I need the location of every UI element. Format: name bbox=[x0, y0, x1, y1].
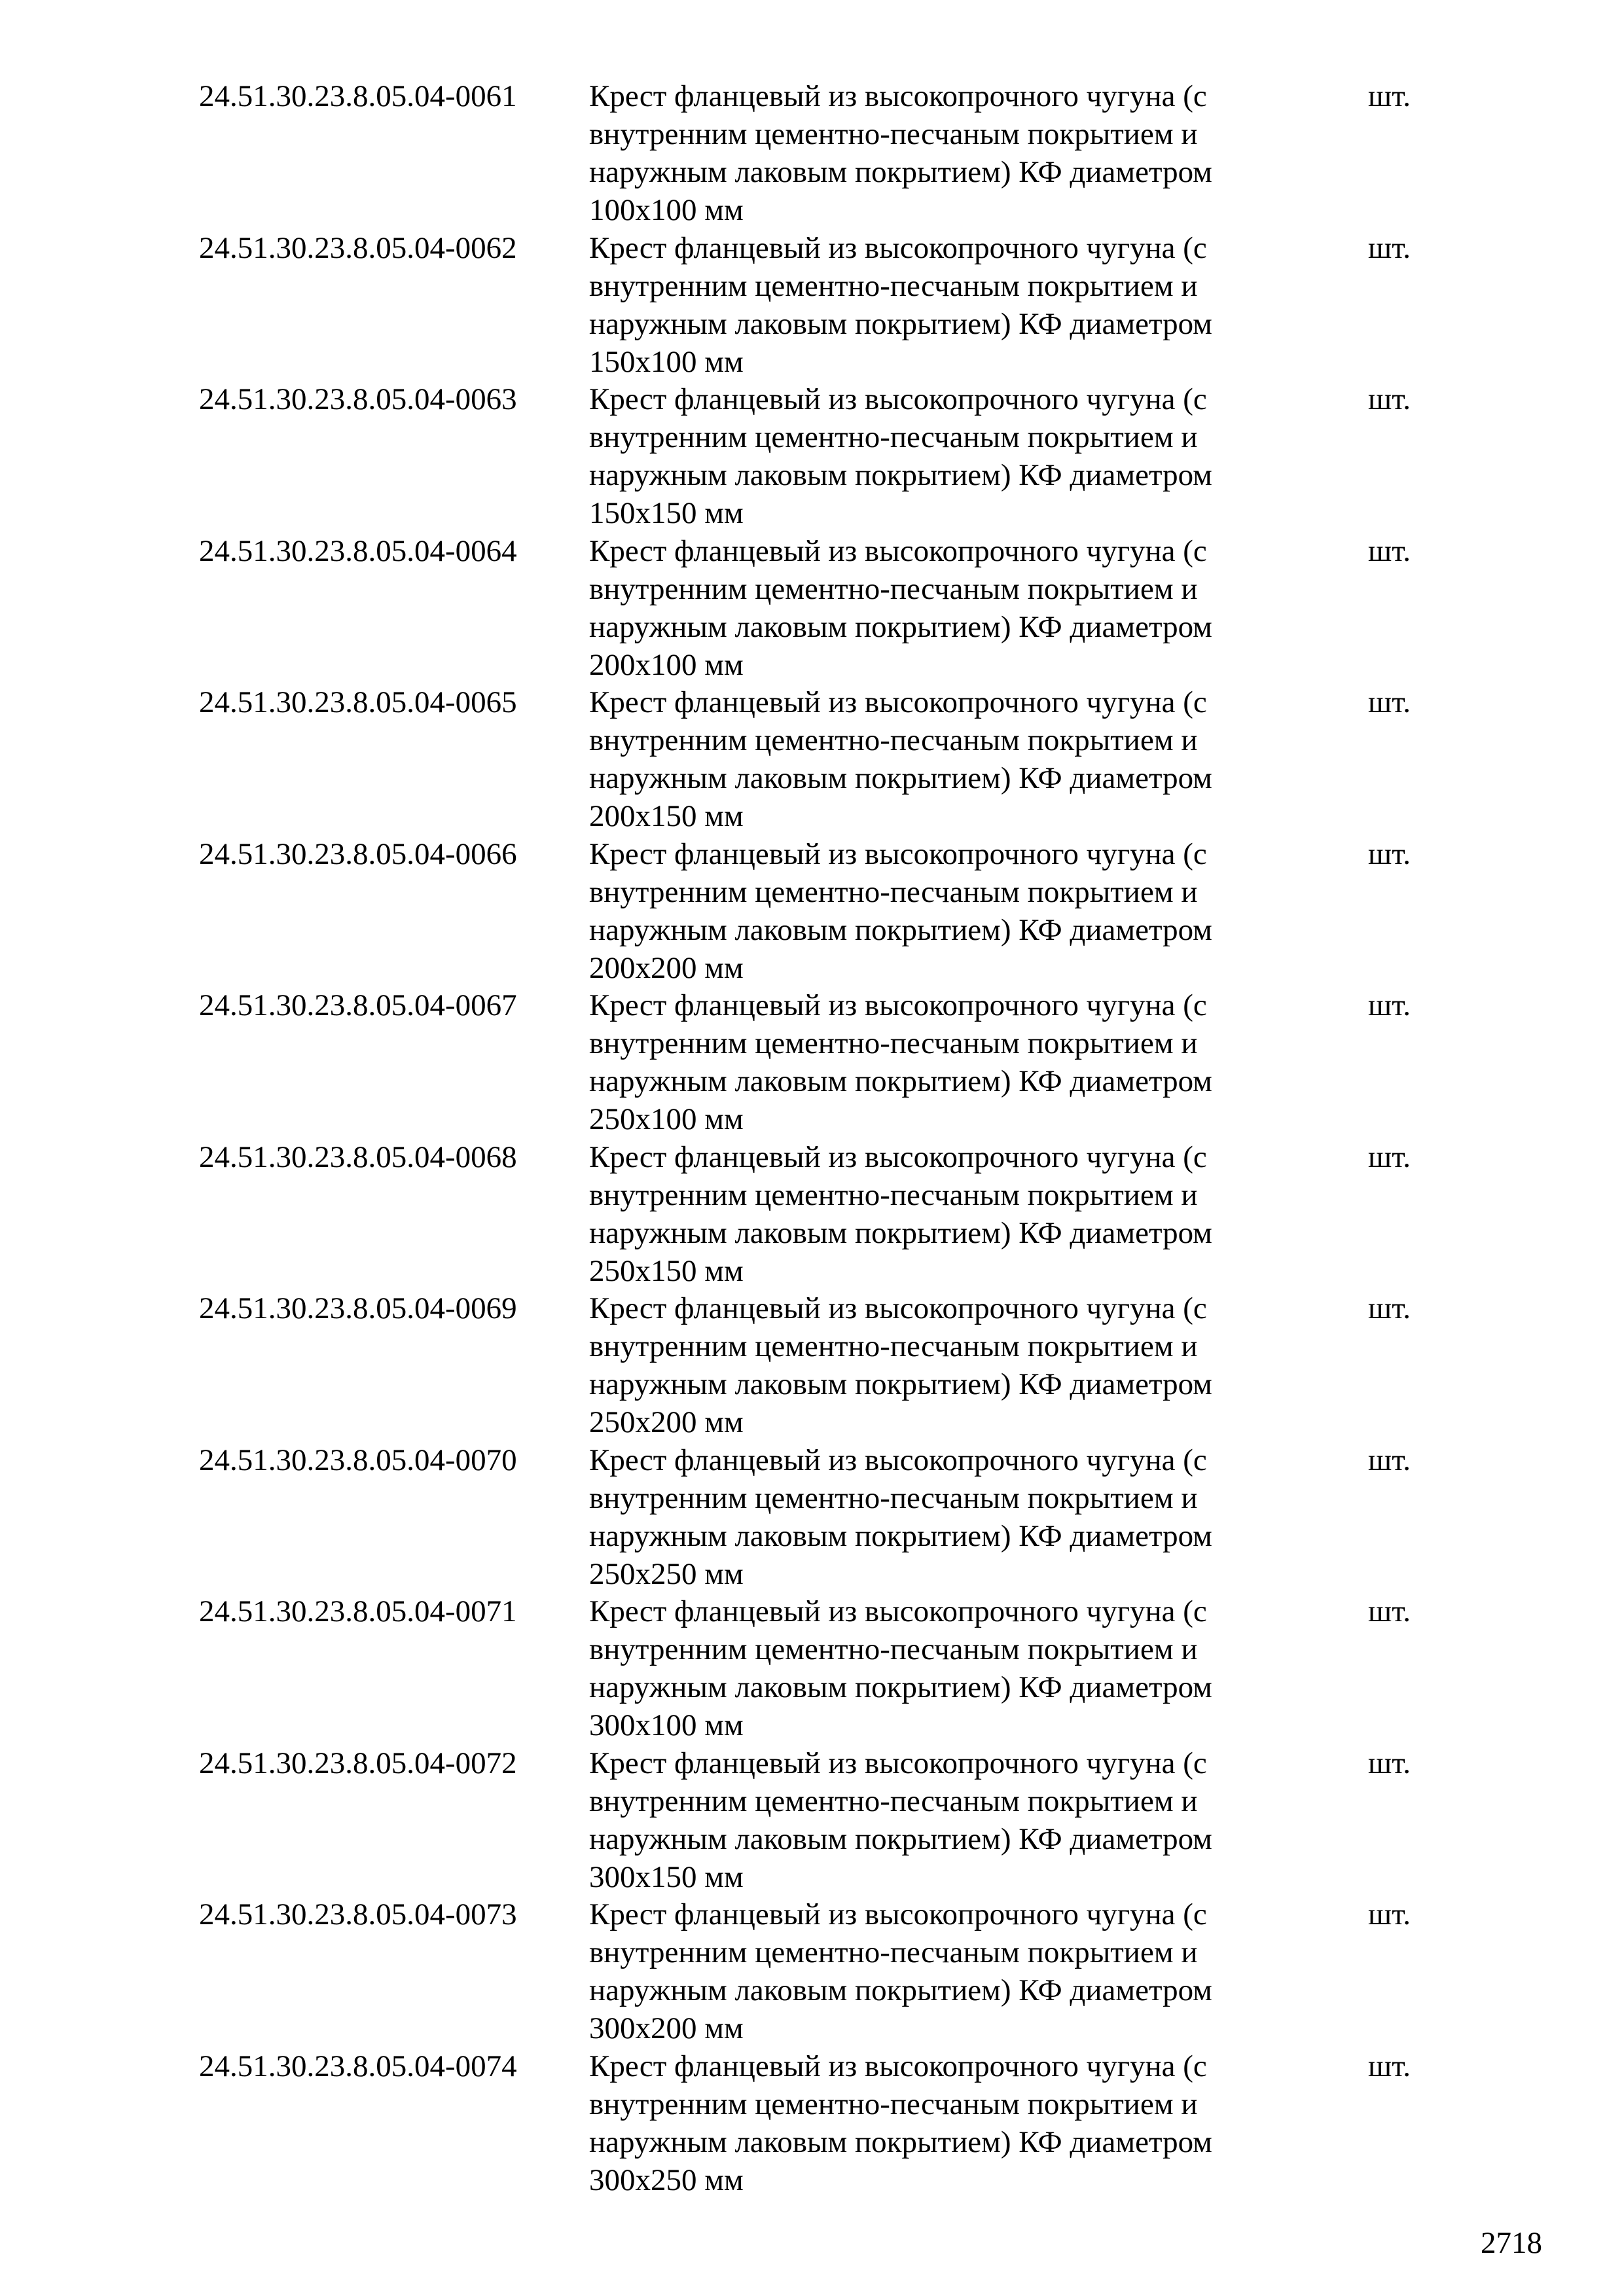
item-description bbox=[589, 1289, 1322, 1441]
item-description-line: Крест фланцевый из высокопрочного чугуна (с bbox=[589, 1291, 1207, 1325]
item-description bbox=[589, 986, 1322, 1138]
item-description-line: внутренним цементно-песчаным покрытием и bbox=[589, 1935, 1198, 1969]
list-item bbox=[0, 1441, 1624, 1593]
item-unit: шт. bbox=[1368, 1746, 1411, 1780]
item-description-line: внутренним цементно-песчаным покрытием и bbox=[589, 572, 1198, 606]
list-item bbox=[0, 986, 1624, 1138]
list-item bbox=[0, 1895, 1624, 2047]
item-description-line: наружным лаковым покрытием) КФ диаметром bbox=[589, 1367, 1212, 1401]
item-description-line: 150x150 мм bbox=[589, 496, 744, 530]
item-description-line: внутренним цементно-песчаным покрытием и bbox=[589, 1026, 1198, 1060]
item-description-line: Крест фланцевый из высокопрочного чугуна (с bbox=[589, 1443, 1207, 1477]
item-code: 24.51.30.23.8.05.04-0070 bbox=[199, 1443, 517, 1477]
item-code: 24.51.30.23.8.05.04-0067 bbox=[199, 988, 517, 1022]
item-unit: шт. bbox=[1368, 1140, 1411, 1174]
item-code: 24.51.30.23.8.05.04-0073 bbox=[199, 1897, 517, 1931]
item-description bbox=[589, 532, 1322, 684]
item-description-line: внутренним цементно-песчаным покрытием и bbox=[589, 1784, 1198, 1818]
item-description-line: Крест фланцевый из высокопрочного чугуна (с bbox=[589, 382, 1207, 416]
item-code: 24.51.30.23.8.05.04-0072 bbox=[199, 1746, 517, 1780]
item-unit: шт. bbox=[1368, 382, 1411, 416]
item-description-line: 300x150 мм bbox=[589, 1860, 744, 1894]
item-code: 24.51.30.23.8.05.04-0061 bbox=[199, 79, 517, 113]
item-description-line: наружным лаковым покрытием) КФ диаметром bbox=[589, 1973, 1212, 2007]
item-unit: шт. bbox=[1368, 1291, 1411, 1325]
item-description bbox=[589, 77, 1322, 229]
item-description-line: Крест фланцевый из высокопрочного чугуна (с bbox=[589, 2049, 1207, 2083]
item-unit: шт. bbox=[1368, 1897, 1411, 1931]
item-description-line: Крест фланцевый из высокопрочного чугуна (с bbox=[589, 534, 1207, 568]
item-code: 24.51.30.23.8.05.04-0069 bbox=[199, 1291, 517, 1325]
item-description-line: наружным лаковым покрытием) КФ диаметром bbox=[589, 1519, 1212, 1553]
item-description-line: внутренним цементно-песчаным покрытием и bbox=[589, 1481, 1198, 1515]
item-code: 24.51.30.23.8.05.04-0062 bbox=[199, 231, 517, 265]
item-description-line: внутренним цементно-песчаным покрытием и bbox=[589, 420, 1198, 454]
item-description-line: 200x100 мм bbox=[589, 648, 744, 682]
item-description-line: 200x200 мм bbox=[589, 951, 744, 985]
item-description bbox=[589, 835, 1322, 987]
item-description bbox=[589, 1138, 1322, 1290]
item-description-line: 250x150 мм bbox=[589, 1254, 744, 1288]
list-item bbox=[0, 683, 1624, 835]
list-item bbox=[0, 229, 1624, 381]
item-description-line: 300x100 мм bbox=[589, 1708, 744, 1742]
list-item bbox=[0, 1744, 1624, 1896]
item-description-line: наружным лаковым покрытием) КФ диаметром bbox=[589, 913, 1212, 947]
item-description-line: Крест фланцевый из высокопрочного чугуна (с bbox=[589, 988, 1207, 1022]
item-description-line: 300x200 мм bbox=[589, 2011, 744, 2045]
item-description-line: внутренним цементно-песчаным покрытием и bbox=[589, 2087, 1198, 2121]
item-description bbox=[589, 229, 1322, 381]
item-code: 24.51.30.23.8.05.04-0064 bbox=[199, 534, 517, 568]
item-description bbox=[589, 1592, 1322, 1744]
item-description-line: наружным лаковым покрытием) КФ диаметром bbox=[589, 1216, 1212, 1250]
item-description-line: внутренним цементно-песчаным покрытием и bbox=[589, 269, 1198, 303]
item-description-line: 250x250 мм bbox=[589, 1557, 744, 1591]
item-unit: шт. bbox=[1368, 837, 1411, 871]
list-item bbox=[0, 1289, 1624, 1441]
list-item bbox=[0, 77, 1624, 229]
item-description-line: 250x100 мм bbox=[589, 1102, 744, 1136]
item-description-line: Крест фланцевый из высокопрочного чугуна (с bbox=[589, 79, 1207, 113]
item-description-line: Крест фланцевый из высокопрочного чугуна (с bbox=[589, 1897, 1207, 1931]
item-description-line: наружным лаковым покрытием) КФ диаметром bbox=[589, 1064, 1212, 1098]
item-description-line: Крест фланцевый из высокопрочного чугуна (с bbox=[589, 1140, 1207, 1174]
page-number: 2718 bbox=[1481, 2226, 1542, 2260]
item-unit: шт. bbox=[1368, 534, 1411, 568]
list-item bbox=[0, 380, 1624, 532]
item-description bbox=[589, 1441, 1322, 1593]
item-unit: шт. bbox=[1368, 231, 1411, 265]
item-description bbox=[589, 380, 1322, 532]
item-description-line: 250x200 мм bbox=[589, 1405, 744, 1439]
item-unit: шт. bbox=[1368, 2049, 1411, 2083]
item-description-line: наружным лаковым покрытием) КФ диаметром bbox=[589, 761, 1212, 795]
item-code: 24.51.30.23.8.05.04-0063 bbox=[199, 382, 517, 416]
list-item bbox=[0, 835, 1624, 987]
item-code: 24.51.30.23.8.05.04-0074 bbox=[199, 2049, 517, 2083]
item-description-line: наружным лаковым покрытием) КФ диаметром bbox=[589, 1822, 1212, 1856]
item-description-line: Крест фланцевый из высокопрочного чугуна (с bbox=[589, 1746, 1207, 1780]
item-description-line: Крест фланцевый из высокопрочного чугуна (с bbox=[589, 1594, 1207, 1628]
item-description-line: Крест фланцевый из высокопрочного чугуна (с bbox=[589, 685, 1207, 719]
list-item bbox=[0, 1592, 1624, 1744]
item-description-line: наружным лаковым покрытием) КФ диаметром bbox=[589, 307, 1212, 341]
item-description-line: 300x250 мм bbox=[589, 2163, 744, 2197]
item-description-line: внутренним цементно-песчаным покрытием и bbox=[589, 117, 1198, 151]
item-code: 24.51.30.23.8.05.04-0068 bbox=[199, 1140, 517, 1174]
item-description-line: внутренним цементно-песчаным покрытием и bbox=[589, 875, 1198, 909]
item-description-line: Крест фланцевый из высокопрочного чугуна (с bbox=[589, 837, 1207, 871]
item-code: 24.51.30.23.8.05.04-0066 bbox=[199, 837, 517, 871]
item-description-line: наружным лаковым покрытием) КФ диаметром bbox=[589, 610, 1212, 644]
item-description-line: внутренним цементно-песчаным покрытием и bbox=[589, 1178, 1198, 1212]
item-unit: шт. bbox=[1368, 1594, 1411, 1628]
item-code: 24.51.30.23.8.05.04-0065 bbox=[199, 685, 517, 719]
item-unit: шт. bbox=[1368, 685, 1411, 719]
item-description-line: наружным лаковым покрытием) КФ диаметром bbox=[589, 458, 1212, 492]
list-item bbox=[0, 532, 1624, 684]
item-description bbox=[589, 2047, 1322, 2199]
item-unit: шт. bbox=[1368, 988, 1411, 1022]
item-description-line: 200x150 мм bbox=[589, 799, 744, 833]
item-description bbox=[589, 683, 1322, 835]
item-description-line: внутренним цементно-песчаным покрытием и bbox=[589, 1632, 1198, 1666]
item-description-line: наружным лаковым покрытием) КФ диаметром bbox=[589, 1670, 1212, 1704]
list-item bbox=[0, 2047, 1624, 2199]
item-description-line: внутренним цементно-песчаным покрытием и bbox=[589, 1329, 1198, 1363]
item-description-line: наружным лаковым покрытием) КФ диаметром bbox=[589, 155, 1212, 189]
item-description-line: Крест фланцевый из высокопрочного чугуна (с bbox=[589, 231, 1207, 265]
item-description bbox=[589, 1895, 1322, 2047]
item-description-line: внутренним цементно-песчаным покрытием и bbox=[589, 723, 1198, 757]
item-description bbox=[589, 1744, 1322, 1896]
item-code: 24.51.30.23.8.05.04-0071 bbox=[199, 1594, 517, 1628]
item-description-line: 150x100 мм bbox=[589, 345, 744, 379]
list-item bbox=[0, 1138, 1624, 1290]
item-unit: шт. bbox=[1368, 79, 1411, 113]
item-description-line: 100x100 мм bbox=[589, 193, 744, 227]
item-unit: шт. bbox=[1368, 1443, 1411, 1477]
item-description-line: наружным лаковым покрытием) КФ диаметром bbox=[589, 2125, 1212, 2159]
